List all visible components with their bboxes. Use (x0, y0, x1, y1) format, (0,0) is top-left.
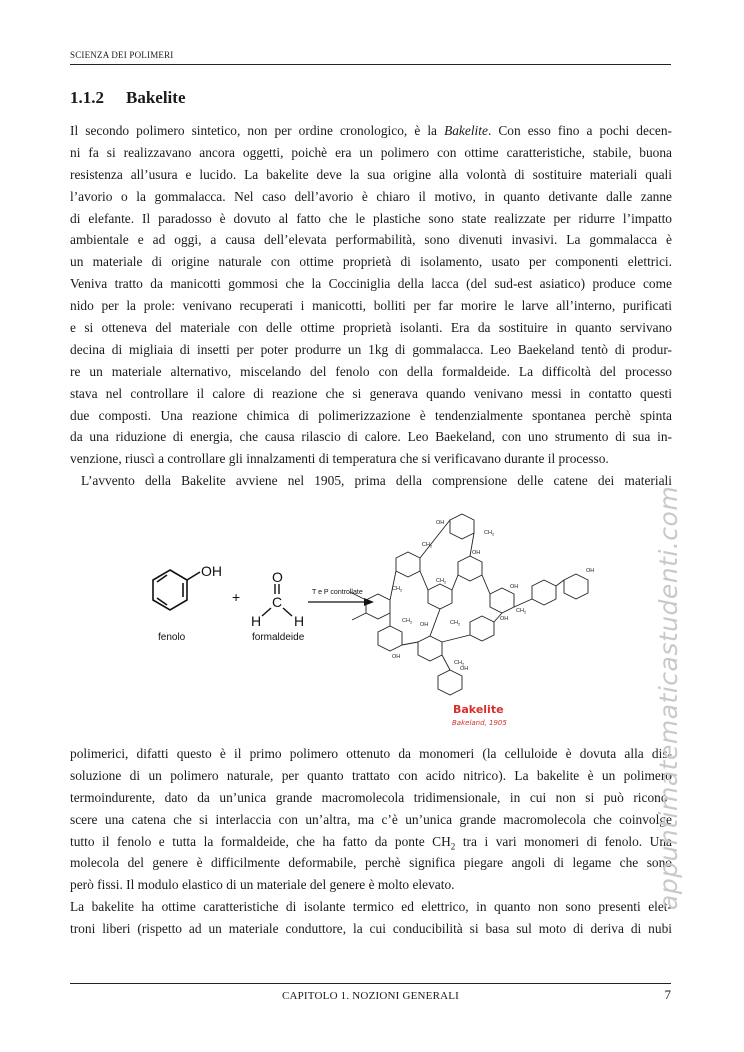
text-line: e si otteneva del materiale con delle ottime proprietà isolanti. Era da sostituire in quanto servivano (70, 320, 672, 336)
text-line: re un materiale alternativo, miscelando del fenolo con della formaldeide. La difficoltà del processo (70, 363, 672, 379)
network-oh-label: OH (500, 616, 509, 622)
formaldehyde-o: O (272, 569, 283, 585)
text-line: termoindurente, dato da un’unica grande macromolecola tridimensionale, in cui non si può ricono- (70, 789, 672, 805)
network-oh-label: OH (460, 666, 469, 672)
section-title: Bakelite (126, 88, 186, 107)
text-line: tutto il fenolo e tutta la formaldeide, che ha fatto da ponte $CH_2$ tra i vari monomeri di fenolo. Una (70, 833, 672, 852)
text-line: La bakelite ha ottime caratteristiche di isolante termico ed elettrico, in quanto non sono presenti elet- (70, 899, 672, 915)
formaldehyde-caption: formaldeide (252, 632, 305, 643)
text-line: due composti. Una reazione chimica di polimerizzazione è tendenzialmente spontanea perchè spinta (70, 407, 672, 423)
text-line: ambientale e ad oggi, a causa dell’elevata performabilità, sono divenuti invasivi. La gommalacca è (70, 232, 672, 248)
text-line: da una riduzione di energia, che causa rilascio di calore. Leo Baekeland, con uno strumento di sua in- (70, 429, 672, 445)
text-line: ni fa si realizzavano ancora oggetti, poichè era un polimero con ottime caratteristiche, stabile, buona (70, 144, 672, 160)
phenol-structure (153, 570, 200, 610)
text-line: decina di migliaia di insetti per poter produrre un 1kg di gommalacca. Leo Baekeland tentò di produr- (70, 341, 672, 357)
text-line: nido per la prole: venivano recuperati i manicotti, bolliti per far morire le larve all’interno, purificati (70, 298, 672, 314)
bakelite-reaction-figure (140, 508, 680, 733)
text-line: resistenza all’usura e lucido. La bakelite deve la sua origine alla volontà di sostituire materiali quali (70, 166, 672, 182)
running-head: SCIENZA DEI POLIMERI (70, 49, 671, 65)
network-ch2-label: $CH_2$ (436, 578, 447, 585)
paragraph-continuation (70, 743, 672, 940)
text-line: molecola del genere è difficilmente deformabile, perchè significa piegare angoli di legame che sono (70, 855, 672, 871)
italic-term: Bakelite (444, 123, 488, 138)
text-line: Il secondo polimero sintetico, non per ordine cronologico, è la Bakelite. Con esso fino a pochi decen- (70, 123, 672, 138)
text-line: stava nel controllare il calore di reazione che si generava quando venivano messi in contatto questi (70, 385, 672, 401)
text-line: un materiale di origine naturale con ottime proprietà di isolamento, usato per componenti elettrici. (70, 254, 672, 270)
page-number: 7 (664, 987, 671, 1002)
footer-divider (70, 983, 671, 984)
network-oh-label: OH (510, 584, 519, 590)
text-line: scere una catena che si interlaccia con un’altra, ma c’è un’unica grande macromolecola che coinvolge (70, 811, 672, 827)
text-line: polimerici, difatti questo è il primo polimero ottenuto da monomeri (la celluloide è dovuta alla dis- (70, 746, 672, 761)
text-line: troni liberi (rispetto ad un materiale conduttore, la cui conducibilità si basa sul moto di deriva di nubi (70, 921, 672, 937)
network-oh-label: OH (586, 568, 595, 574)
text-line: l’avorio o la gommalacca. Nel caso dell’avorio è chiaro il motivo, in quanto detivante dalle zanne (70, 188, 672, 204)
text-line: L’avvento della Bakelite avviene nel 1905, prima della comprensione delle catene dei materiali (81, 473, 672, 489)
text-line: di elefante. Il paradosso è dovuto al fatto che le plastiche sono state realizzate per ridurre l’impatto (70, 210, 672, 226)
network-ch2-label: $CH_2$ (484, 530, 495, 537)
watermark (626, 485, 683, 910)
arrow-condition-label: T e P controllate (312, 589, 363, 596)
network-ch2-label: $CH_2$ (454, 660, 465, 667)
phenol-caption: fenolo (158, 632, 186, 643)
phenol-oh-label: OH (201, 563, 222, 579)
network-oh-label: OH (436, 520, 445, 526)
text-line: soluzione di un polimero naturale, per quanto trattato con acido nitrico). La bakelite è un polimero (70, 767, 672, 783)
section-heading (70, 88, 186, 108)
product-name: Bakelite (453, 703, 504, 716)
formaldehyde-c: C (272, 594, 283, 610)
network-ch2-label: $CH_2$ (450, 620, 461, 627)
network-ch2-label: $CH_2$ (392, 586, 403, 593)
text-line: Veniva tratto da manicotti gommosi che la Cocciniglia della lacca (del sud-est asiatico) produce come (70, 276, 672, 292)
formaldehyde-h-right: H (294, 613, 305, 629)
plus-sign: + (232, 589, 241, 605)
product-attribution: Bakeland, 1905 (452, 719, 507, 727)
watermark-text: appuntimatematicastudenti.com (654, 485, 683, 910)
text-line: però fissi. Il modulo elastico di un materiale del genere è molto elevato. (70, 877, 455, 893)
network-oh-label: OH (392, 654, 401, 660)
network-ch2-label: $CH_2$ (516, 608, 527, 615)
bakelite-network-structure (350, 514, 588, 695)
text-line: venzione, riuscì a controllare gli innalzamenti di temperatura che si verificavano durante il processo. (70, 451, 609, 467)
network-ch2-label: $CH_2$ (422, 542, 433, 549)
footer-chapter: CAPITOLO 1. NOZIONI GENERALI (281, 990, 460, 1002)
formaldehyde-h-left: H (251, 613, 262, 629)
network-oh-label: OH (420, 622, 429, 628)
subscript: 2 (450, 841, 456, 852)
section-number: 1.1.2 (70, 88, 104, 107)
paragraph-intro (70, 120, 672, 492)
network-oh-label: OH (472, 550, 481, 556)
network-ch2-label: $CH_2$ (402, 618, 413, 625)
